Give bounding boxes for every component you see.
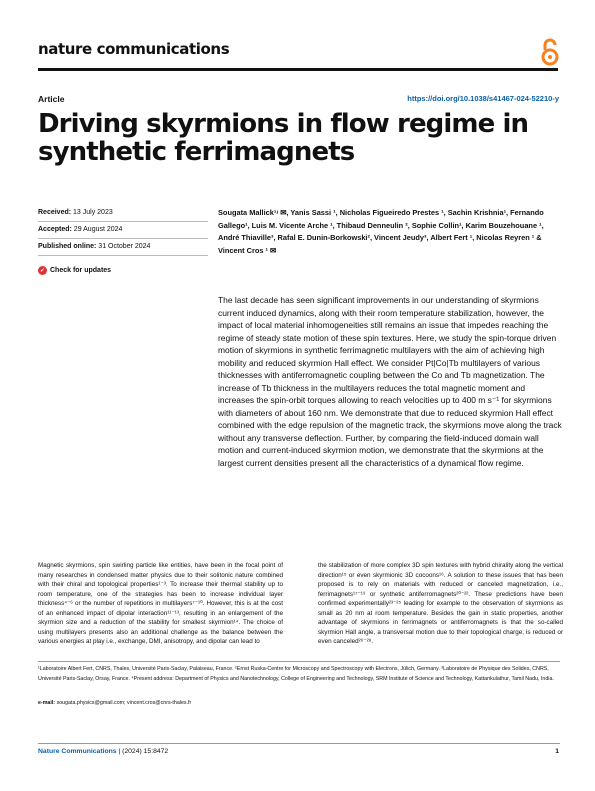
footer-rule	[38, 743, 560, 744]
article-type-label: Article	[38, 94, 65, 104]
check-updates-icon: ✓	[39, 268, 46, 274]
accepted-label: Accepted:	[38, 226, 72, 233]
article-title: Driving skyrmions in flow regime in synthetic ferrimagnets	[38, 109, 529, 167]
affiliations: ¹Laboratoire Albert Fert, CNRS, Thales, Université Paris-Saclay, Palaiseau, France. ²Ernst Ruska-Centre for Microscopy and Spectroscopy with Electrons, Jülich, Germany. ³Laboratoire de Physique des Solides, CNRS, Université Paris-Saclay, Orsay, France. ⁴Present address: Department of Physics and Nanotechnology, College of Engineering and Technology, SRM Institute of Science and Technology, Kattankulathur, Tamil Nadu, India.	[38, 666, 554, 682]
header-rule	[38, 68, 558, 71]
doi-link[interactable]: https://doi.org/10.1038/s41467-024-52210-y	[407, 94, 559, 103]
accepted-value: 29 August 2024	[73, 226, 123, 233]
email-value[interactable]: sougata.physics@gmail.com; vincent.cros@cnrs-thales.fr	[56, 700, 192, 706]
published-label: Published online:	[38, 243, 97, 250]
accepted-date	[38, 222, 208, 239]
page-number: 1	[555, 748, 559, 755]
footer-citation-text: | (2024) 15:8472	[116, 748, 169, 755]
footer-citation	[38, 748, 168, 755]
dates-panel	[38, 205, 208, 256]
body-text-left-column: Magnetic skyrmions, spin swirling particle like entities, have been in the focal point of many researches in condensed matter physics due to their solitonic nature combined with their chiral and topological properties¹⁻³. To increase their thermal stability up to room temperature, one of the strategies has been to increase individual layer thickness⁴⁻⁶ or the number of repetitions in multilayers⁷⁻¹⁰. However, this is at the cost of an enhanced impact of dipolar interaction¹¹⁻¹³, resulting in an enlargement of the skyrmion size and a reduction of the stability for smallest skyrmion¹⁴. The choice of using multilayers presents also an additional challenge as the balance between the various energies at play i.e., exchange, DMI, anisotropy, and dipolar can lead to	[38, 562, 283, 645]
affiliations-rule	[38, 661, 560, 662]
published-value: 31 October 2024	[98, 243, 151, 250]
received-value: 13 July 2023	[73, 209, 113, 216]
body-text-right-column: the stabilization of more complex 3D spin textures with hybrid chirality along the vertical direction¹⁵ or even skyrmionic 3D cocoons¹⁶. A solution to these issues that has been proposed is to rely on materials with reduced or canceled magnetization, i.e., ferrimagnets¹⁷⁻¹⁹ or synthetic antiferromagnets²⁰⁻²². These predictions have been confirmed experimentally²³⁻²⁵ leading for example to the observation of skyrmions as small as 20 nm at room temperature. Besides the gain in static properties, another advantage of skyrmions in ferrimagnets or antiferromagnets is that the so-called skyrmion Hall angle, a transversal motion due to their topological charge, is reduced or even canceled²⁶⁻²⁸.	[318, 562, 563, 645]
check-updates-label: Check for updates	[50, 267, 112, 274]
check-for-updates-button[interactable]	[38, 266, 111, 275]
correspondence-email	[38, 700, 560, 706]
footer-journal[interactable]: Nature Communications	[38, 748, 117, 755]
received-label: Received:	[38, 209, 72, 216]
open-lock-icon	[541, 38, 559, 66]
abstract: The last decade has seen significant improvements in our understanding of skyrmions current induced dynamics, along with their room temperature stabilization, however, the impact of local material inhomogeneities still remains an issue that impedes reaching the regime of steady state motion of these spin textures. Here, we study the spin-torque driven motion of skyrmions in synthetic ferrimagnetic multilayers with the aim of achieving high mobility and reduced skyrmion Hall effect. We consider Pt|Co|Tb multilayers of various thicknesses with antiferromagnetic coupling between the Co and Tb magnetization. The increase of Tb thickness in the multilayers reduces the total magnetic moment and increases the spin-orbit torques allowing to reach velocities up to 400 m s⁻¹ for skyrmions with diameters of about 160 nm. We demonstrate that due to reduced skyrmion Hall effect combined with the edge repulsion of the magnetic track, the skyrmions move along the track without any transverse deflection. Further, by comparing the field-induced domain wall motion and current-induced skyrmion motion, we demonstrate that the skyrmions at the largest current densities present all the characteristics of a dynamical flow regime.	[218, 295, 562, 468]
published-date	[38, 239, 208, 256]
journal-name[interactable]: nature communications	[38, 40, 230, 58]
email-label: e-mail:	[38, 700, 56, 706]
author-list[interactable]: Sougata Mallick¹ʴ ✉, Yanis Sassi ¹, Nicholas Figueiredo Prestes ¹, Sachin Krishnia¹, Fernando Gallego¹, Luis M. Vicente Arche ¹, Thibaud Denneulin ², Sophie Collin¹, Karim Bouzehouane ¹, André Thiaville³, Rafal E. Dunin-Borkowski², Vincent Jeudy³, Albert Fert ¹, Nicolas Reyren ¹ & Vincent Cros ¹ ✉	[218, 208, 544, 255]
received-date	[38, 205, 208, 222]
